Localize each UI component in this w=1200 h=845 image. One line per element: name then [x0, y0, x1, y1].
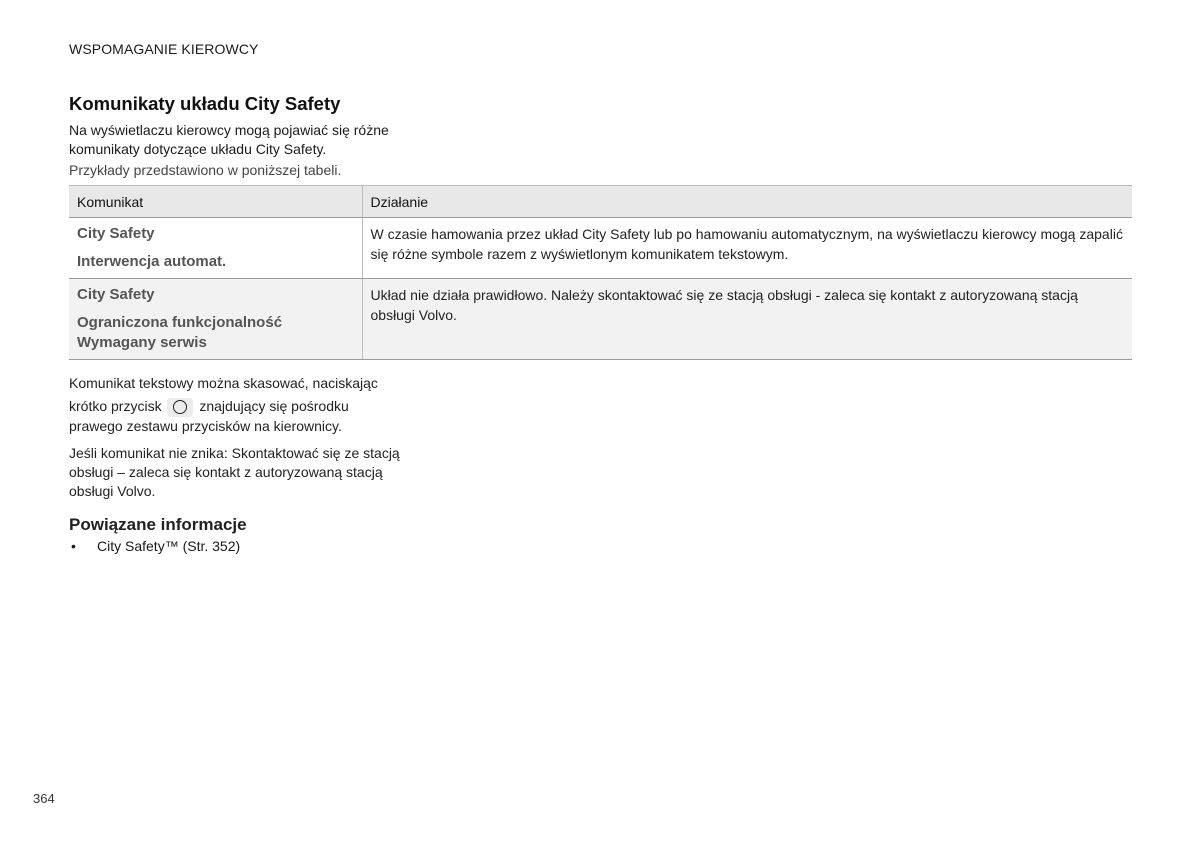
related-info-title: Powiązane informacje	[69, 515, 247, 534]
message-cell	[69, 279, 362, 360]
related-link[interactable]: City Safety™ (Str. 352)	[97, 538, 241, 554]
bullet-icon: •	[71, 538, 76, 554]
section-header: WSPOMAGANIE KIEROWCY	[69, 41, 259, 57]
message-name: City Safety	[77, 225, 155, 242]
reset-instruction-line1: Komunikat tekstowy można skasować, naciskając	[69, 375, 378, 391]
intro-paragraph: Na wyświetlaczu kierowcy mogą pojawiać się różne komunikaty dotyczące układu City Safety.	[69, 122, 389, 157]
column-header-message: Komunikat	[69, 186, 362, 218]
message-name: City Safety	[77, 286, 155, 303]
table-header-row	[69, 186, 1132, 218]
circle-button-icon	[167, 398, 193, 417]
service-note: Jeśli komunikat nie znika: Skontaktować się ze stacją obsługi – zaleca się kontakt z autoryzowaną stacją obsługi Volvo.	[69, 445, 400, 499]
message-detail: Interwencja automat.	[77, 253, 227, 270]
page-number: 364	[33, 791, 55, 806]
action-cell	[362, 279, 1132, 360]
column-header-action: Działanie	[362, 186, 1132, 218]
related-info-list	[69, 537, 240, 556]
messages-table	[69, 185, 1132, 360]
action-text: Układ nie działa prawidłowo. Należy skontaktować się ze stacją obsługi - zaleca się kontakt z autoryzowaną stacją obsługi Volvo.	[370, 287, 1078, 323]
reset-instruction-after: znajdujący się pośrodku prawego zestawu przycisków na kierownicy.	[69, 398, 349, 434]
reset-instruction	[69, 397, 404, 436]
list-item[interactable]	[69, 537, 240, 556]
table-row	[69, 279, 1132, 360]
intro-note: Przykłady przedstawiono w poniższej tabeli.	[69, 162, 342, 178]
message-cell	[69, 218, 362, 279]
page-title: Komunikaty układu City Safety	[69, 93, 341, 114]
table-row	[69, 218, 1132, 279]
reset-instruction-before: krótko przycisk	[69, 398, 162, 414]
message-detail: Ograniczona funkcjonalność Wymagany serwis	[77, 314, 283, 351]
action-cell	[362, 218, 1132, 279]
action-text: W czasie hamowania przez układ City Safety lub po hamowaniu automatycznym, na wyświetlaczu kierowcy mogą zapalić się różne symbole razem z wyświetlonym komunikatem tekstowym.	[370, 226, 1123, 262]
